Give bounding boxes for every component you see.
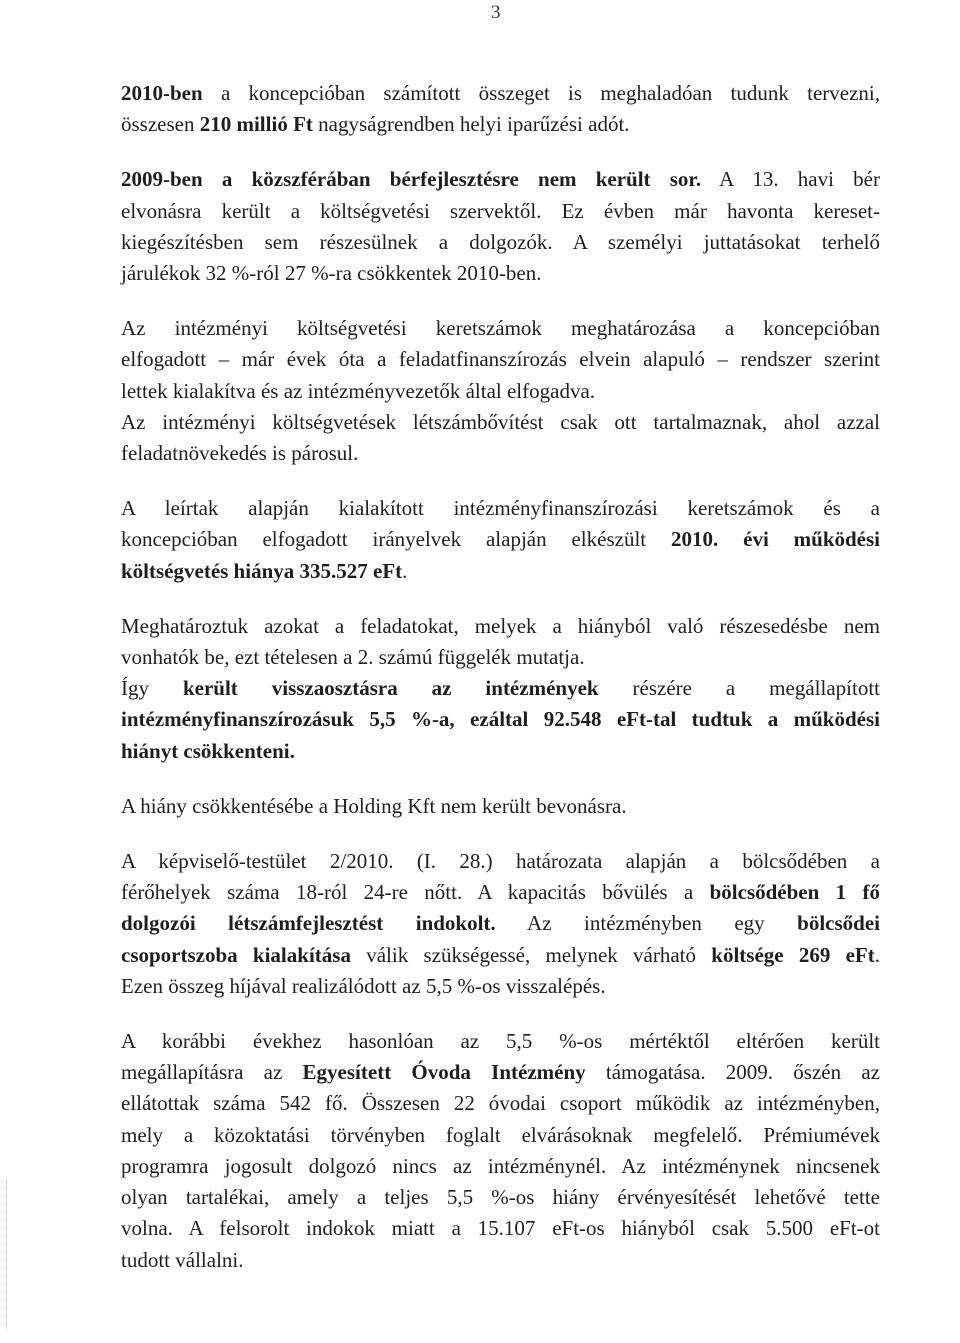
text-line: Meghatároztuk azokat a feladatokat, melyek a hiányból való részesedésbe nem — [121, 613, 880, 638]
text-line: koncepcióban elfogadott irányelvek alapján elkészült 2010. évi működési — [121, 527, 881, 552]
text-line: Az intézményi költségvetések létszámbővítést csak ott tartalmaznak, ahol azzal — [121, 409, 880, 434]
text-line: 2009-ben a közszférában bérfejlesztésre nem került sor. A 13. havi bér — [121, 167, 880, 192]
text-line: Ezen összeg híjával realizálódott az 5,5 %-os visszalépés. — [121, 973, 606, 998]
text-line: csoportszoba kialakítása válik szükségessé, melynek várható költsége 269 eFt. — [121, 942, 881, 967]
text-line: kiegészítésben sem részesülnek a dolgozók. A személyi juttatásokat terhelő — [121, 229, 880, 254]
scan-edge-mark — [6, 1180, 8, 1330]
paragraph-wages — [121, 164, 880, 289]
text-line: mely a közoktatási törvényben foglalt elvárásoknak megfelelő. Prémiumévek — [121, 1122, 880, 1147]
text-line: vonhatók be, ezt tételesen a 2. számú függelék mutatja. — [121, 645, 585, 670]
text-line: tudott vállalni. — [121, 1247, 244, 1272]
text-line: összesen 210 millió Ft nagyságrendben helyi iparűzési adót. — [121, 112, 630, 137]
paragraph-redistribution — [121, 611, 880, 767]
paragraph-revenue — [121, 78, 880, 140]
text-line: Így került visszaosztásra az intézmények részére a megállapított — [121, 676, 880, 701]
page-number: 3 — [491, 2, 501, 23]
text-line: feladatnövekedés is párosul. — [121, 441, 359, 466]
paragraph-deficit — [121, 493, 880, 587]
text-line: A hiány csökkentésébe a Holding Kft nem került bevonásra. — [121, 793, 627, 818]
paragraph-kindergarten — [121, 1026, 880, 1276]
text-line: 2010-ben a koncepcióban számított összeget is meghaladóan tudunk tervezni, — [121, 81, 880, 105]
text-line: programra jogosult dolgozó nincs az intézménynél. Az intézménynek nincsenek — [121, 1153, 880, 1178]
text-line: férőhelyek száma 18-ról 24-re nőtt. A kapacitás bővülés a bölcsődében 1 fő — [121, 880, 880, 905]
text-line: megállapításra az Egyesített Óvoda Intézmény támogatása. 2009. őszén az — [121, 1060, 880, 1085]
text-line: intézményfinanszírozásuk 5,5 %-a, ezáltal 92.548 eFt-tal tudtuk a működési — [121, 707, 880, 732]
paragraph-nursery — [121, 846, 880, 1002]
paragraph-holding — [121, 791, 880, 822]
text-line: elvonásra került a költségvetési szervektől. Ez évben már havonta kereset- — [121, 198, 880, 223]
text-line: A korábbi évekhez hasonlóan az 5,5 %-os mértéktől eltérően került — [121, 1029, 880, 1054]
text-line: dolgozói létszámfejlesztést indokolt. Az intézményben egy bölcsődei — [121, 911, 880, 936]
text-line: ellátottak száma 542 fő. Összesen 22 óvodai csoport működik az intézményben, — [121, 1091, 880, 1116]
body-text — [121, 78, 880, 1276]
text-line: olyan tartalékai, amely a teljes 5,5 %-os hiány érvényesítését lehetővé tette — [121, 1185, 880, 1210]
text-line: járulékok 32 %-ról 27 %-ra csökkentek 2010-ben. — [121, 261, 542, 286]
text-line: A leírtak alapján kialakított intézményfinanszírozási keretszámok és a — [121, 496, 880, 521]
paragraph-institutional-budget — [121, 313, 880, 469]
text-line: elfogadott – már évek óta a feladatfinanszírozás elvein alapuló – rendszer szerint — [121, 347, 880, 372]
text-line: volna. A felsorolt indokok miatt a 15.107 eFt-os hiányból csak 5.500 eFt-ot — [121, 1216, 880, 1241]
text-line: Az intézményi költségvetési keretszámok meghatározása a koncepcióban — [121, 316, 880, 341]
text-line: lettek kialakítva és az intézményvezetők által elfogadva. — [121, 378, 596, 403]
text-line: hiányt csökkenteni. — [121, 738, 295, 763]
text-line: költségvetés hiánya 335.527 eFt. — [121, 558, 408, 583]
text-line: A képviselő-testület 2/2010. (I. 28.) határozata alapján a bölcsődében a — [121, 849, 880, 874]
